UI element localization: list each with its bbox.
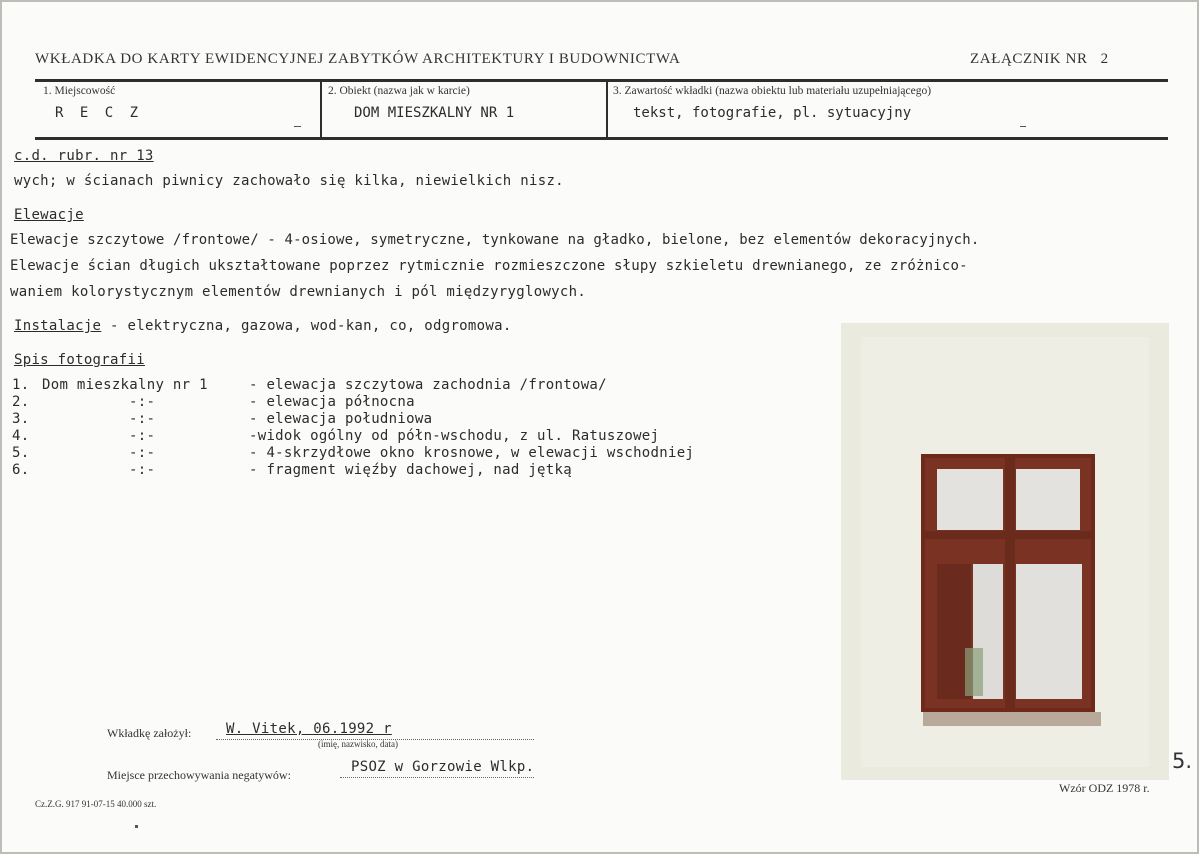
founder-label: Wkładkę założył: xyxy=(107,726,192,740)
installations-heading: Instalacje xyxy=(14,318,102,334)
photo-entry-description: - fragment więźby dachowej, nad jętką xyxy=(249,462,572,478)
photo-entry-object: -:- xyxy=(129,428,156,444)
elevations-line: waniem kolorystycznym elementów drewnianych i pól międzyryglowych. xyxy=(10,284,587,300)
template-note: Wzór ODZ 1978 r. xyxy=(1059,781,1150,795)
photo-entry-description: - 4-skrzydłowe okno krosnowe, w elewacji wschodniej xyxy=(249,445,695,461)
installations-line xyxy=(14,318,512,334)
page-number: 5. xyxy=(1172,749,1193,773)
photo-entry-description: - elewacja południowa xyxy=(249,411,433,427)
field-divider-2 xyxy=(606,82,608,138)
rubric-text: wych; w ścianach piwnicy zachowało się kilka, niewielkich nisz. xyxy=(14,173,564,189)
field-value-contents: tekst, fotografie, pl. sytuacyjny xyxy=(633,105,912,121)
photo-entry-object: -:- xyxy=(129,411,156,427)
storage-value: PSOZ w Gorzowie Wlkp. xyxy=(351,759,535,775)
elevations-line: Elewacje ścian długich ukształtowane poprzez rytmicznie rozmieszczone słupy szkieletu drewnianego, ze zróżnico- xyxy=(10,258,968,274)
field-label-contents: 3. Zawartość wkładki (nazwa obiektu lub materiału uzupełniającego) xyxy=(613,85,932,97)
photo-entry-object: -:- xyxy=(129,445,156,461)
photo-entry-number: 5. xyxy=(12,445,30,461)
photo-entry-object: Dom mieszkalny nr 1 xyxy=(42,377,208,393)
paper-mark xyxy=(1020,126,1026,127)
header-rule-top xyxy=(35,79,1168,82)
photo-entry-object: -:- xyxy=(129,462,156,478)
header-rule-bottom xyxy=(35,137,1168,140)
photo-entry-number: 4. xyxy=(12,428,30,444)
paper-mark xyxy=(135,825,138,828)
field-value-object: DOM MIESZKALNY NR 1 xyxy=(354,105,515,121)
paper-mark xyxy=(294,126,301,127)
photo-entry-number: 6. xyxy=(12,462,30,478)
window-illustration xyxy=(841,323,1169,780)
founder-hint: (imię, nazwisko, data) xyxy=(318,739,398,749)
annex-number: ZAŁĄCZNIK NR 2 xyxy=(970,51,1109,67)
rubric-heading: c.d. rubr. nr 13 xyxy=(14,148,154,164)
photo-entry-object: -:- xyxy=(129,394,156,410)
installations-text: - elektryczna, gazowa, wod-kan, co, odgromowa. xyxy=(101,318,512,334)
photo-entry-number: 1. xyxy=(12,377,30,393)
photos-heading: Spis fotografii xyxy=(14,352,145,368)
print-code: Cz.Z.G. 917 91-07-15 40.000 szt. xyxy=(35,799,157,809)
photo-entry-description: - elewacja północna xyxy=(249,394,415,410)
field-divider-1 xyxy=(320,82,322,138)
elevations-heading: Elewacje xyxy=(14,207,84,223)
window-photograph xyxy=(841,323,1169,780)
photo-entry-description: -widok ogólny od półn-wschodu, z ul. Ratuszowej xyxy=(249,428,660,444)
field-label-object: 2. Obiekt (nazwa jak w karcie) xyxy=(328,85,470,97)
storage-dotted-line xyxy=(340,777,534,778)
founder-value: W. Vitek, 06.1992 r xyxy=(226,721,392,737)
elevations-line: Elewacje szczytowe /frontowe/ - 4-osiowe, symetryczne, tynkowane na gładko, bielone, bez elementów dekoracyjnych. xyxy=(10,232,980,248)
field-label-locality: 1. Miejscowość xyxy=(43,85,116,97)
field-value-locality: R E C Z xyxy=(55,105,143,121)
form-title: WKŁADKA DO KARTY EWIDENCYJNEJ ZABYTKÓW ARCHITEKTURY I BUDOWNICTWA xyxy=(35,51,681,67)
photo-entry-description: - elewacja szczytowa zachodnia /frontowa/ xyxy=(249,377,607,393)
photo-entry-number: 3. xyxy=(12,411,30,427)
storage-label: Miejsce przechowywania negatywów: xyxy=(107,768,291,782)
photo-entry-number: 2. xyxy=(12,394,30,410)
